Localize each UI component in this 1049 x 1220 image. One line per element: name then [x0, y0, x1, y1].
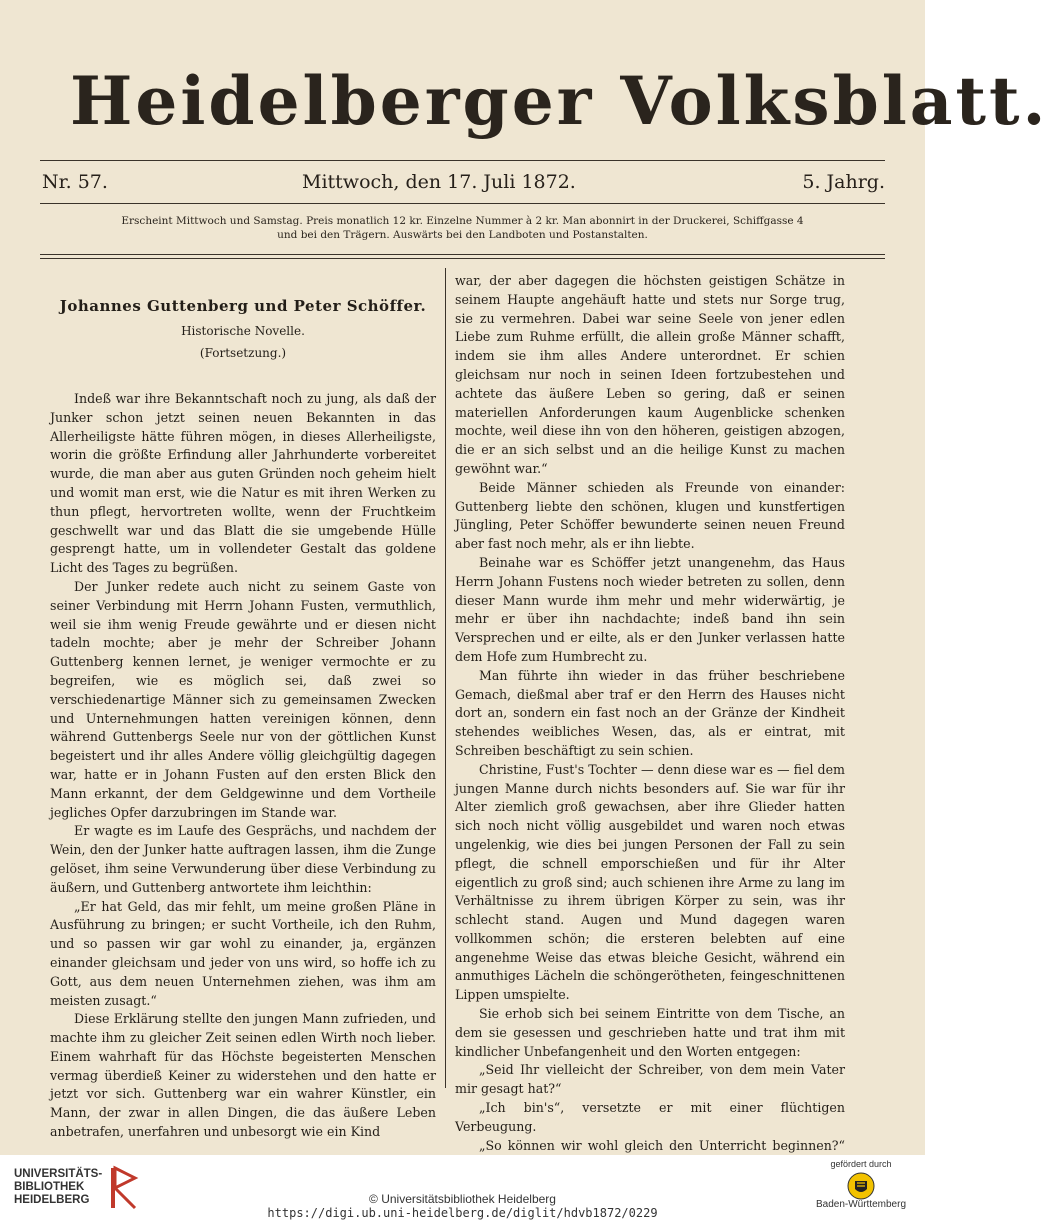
state-seal-icon — [847, 1172, 875, 1200]
paragraph: „So können wir wohl gleich den Unterricht beginnen?“ — [479, 1137, 845, 1153]
paragraph: Indeß war ihre Bekanntschaft noch zu jung, als daß der Junker schon jetzt seinen neuen Bekannten in das Allerheiligste hätte führen mögen, in dieses Allerheiligste, worin die größte Erfindung aller Jahrhunderte vorbereitet wurde, die man aber aus guten Gründen noch geheim hielt und womit man erst, wie die Natur es mit ihren Werken zu thun pflegt, hervortreten wollte, wenn der Fruchtkeim geschwellt war und das Blatt die sie umgebende Hülle gesprengt hatte, um in vollendeter Gestalt das goldene Licht des Tages zu begrüßen. — [50, 391, 436, 576]
article-column-2 — [455, 272, 845, 1193]
paragraph: war, der aber dagegen die höchsten geistigen Schätze in seinem Haupte angehäuft hatte und stets nur Sorge trug, sie zu vermehren. Dabei war seine Seele von jener edlen Liebe zum Ruhme erfüllt, die allein große Männer schafft, indem sie ihm alles Andere unterordnet. Er schien gleichsam nur noch in seinen Ideen fortzubestehen und achtete das äußere Leben so gering, daß er seinen materiellen Anforderungen kaum Augenblicke schenken mochte, weil diese ihn von den höheren, geistigen abzogen, die er an sich selbst und an die heilige Kunst zu machen gewöhnt war.“ — [455, 273, 845, 476]
copyright-notice: © Universitätsbibliothek Heidelberg — [369, 1192, 556, 1206]
viewer-footer — [0, 1155, 925, 1220]
article-subtitle: Historische Novelle. — [181, 324, 305, 338]
library-logo-text: UNIVERSITÄTS- BIBLIOTHEK HEIDELBERG — [14, 1168, 103, 1206]
paragraph: Man führte ihn wieder in das früher beschriebene Gemach, dießmal aber traf er den Herrn des Hauses nicht dort an, sondern ein fast noch an der Gränze der Kindheit stehendes weibliches Wesen, das, als er eintrat, mit Schreiben beschäftigt zu sein schien. — [455, 667, 845, 758]
permalink-url[interactable]: https://digi.ub.uni-heidelberg.de/diglit/hdvb1872/0229 — [267, 1206, 658, 1220]
paragraph: Diese Erklärung stellte den jungen Mann zufrieden, und machte ihm zu gleicher Zeit seinen edlen Wirth noch lieber. Einem wahrhaft für das Höchste begeisterten Menschen vermag überdieß Keiner zu widerstehen und den hatte er jetzt vor sich. Guttenberg war ein wahrer Künstler, ein Mann, der zwar in allen Dingen, die das äußere Leben anbetrafen, unerfahren und unbesorgt wie ein Kind — [50, 1011, 436, 1140]
header-rule-double — [40, 258, 885, 259]
paragraph: Er wagte es im Laufe des Gesprächs, und nachdem der Wein, den der Junker hatte auftragen lassen, ihm die Zunge gelöset, ihm seine Verwunderung über diese Verbindung zu äußern, und Guttenberg antwortete ihm leichthin: — [50, 823, 436, 895]
column-divider — [445, 268, 446, 1088]
paragraph: „Seid Ihr vielleicht der Schreiber, von dem mein Vater mir gesagt hat?“ — [455, 1062, 845, 1097]
subscription-line-2: und bei den Trägern. Auswärts bei den Landboten und Postanstalten. — [277, 229, 648, 241]
issue-rule — [40, 203, 885, 204]
newspaper-masthead: Heidelberger Volksblatt. — [70, 62, 1049, 140]
article-continuation: (Fortsetzung.) — [199, 346, 287, 360]
article-title: Johannes Guttenberg und Peter Schöffer. — [59, 297, 427, 315]
masthead-rule — [40, 160, 885, 161]
paragraph: „Ich bin's“, versetzte er mit einer flüchtigen Verbeugung. — [455, 1100, 845, 1134]
subscription-info — [40, 214, 885, 242]
subscription-line-1: Erscheint Mittwoch und Samstag. Preis monatlich 12 kr. Einzelne Nummer à 2 kr. Man abonnirt in der Druckerei, Schiffgasse 4 — [121, 215, 804, 227]
issue-number: Nr. 57. — [42, 171, 108, 193]
paragraph: Sie erhob sich bei seinem Eintritte von dem Tische, an dem sie gesessen und geschrieben hatte und trat ihm mit kindlicher Unbefangenheit und den Worten entgegen: — [455, 1006, 845, 1059]
sponsor-block[interactable] — [811, 1159, 911, 1210]
paragraph: „Er hat Geld, das mir fehlt, um meine großen Pläne in Ausführung zu bringen; er sucht Vortheile, ich den Ruhm, und so passen wir gar wohl zu einander, ja, ergänzen einander gleichsam und jeder von uns wird, so hoffe ich zu Gott, aus dem neuen Unternehmen ziehen, was ihm am meisten zusagt.“ — [50, 898, 436, 1008]
issue-line — [42, 171, 885, 201]
issue-year: 5. Jahrg. — [802, 171, 885, 193]
header-rule — [40, 254, 885, 255]
sponsor-label: gefördert durch — [830, 1159, 892, 1169]
paragraph: Der Junker redete auch nicht zu seinem Gaste von seiner Verbindung mit Herrn Johann Fusten, vermuthlich, weil sie ihm wenig Freude gewährte und er diesen nicht tadeln mochte; aber je mehr der Schreiber Johann Guttenberg kennen lernet, je weniger vermochte er zu begreifen, wie es möglich sei, daß zwei so verschiedenartige Männer sich zu gemeinsamen Zwecken und Unternehmungen hatten vereinigen können, denn während Guttenbergs Seele nur von der göttlichen Kunst begeistert und ihr alles Andere völlig gleichgültig dagegen war, hatte er in Johann Fusten auf den ersten Blick den Mann erkannt, der dem Geldgewinne und dem Vortheile jegliches Opfer darzubringen im Stande war. — [50, 578, 436, 820]
sponsor-name: Baden-Württemberg — [815, 1199, 907, 1210]
article-column-1 — [50, 272, 436, 1142]
paragraph: Beinahe war es Schöffer jetzt unangenehm, das Haus Herrn Johann Fustens noch wieder betreten zu sollen, denn dieser Mann wurde ihm mehr und mehr widerwärtig, je mehr er über ihn nachdachte; indeß band ihn sein Versprechen und er eilte, als er den Junker verlassen hatte dem Hofe zum Humbrecht zu. — [455, 554, 845, 664]
issue-date: Mittwoch, den 17. Juli 1872. — [302, 171, 576, 193]
paragraph: Beide Männer schieden als Freunde von einander: Guttenberg liebte den schönen, klugen und kunstfertigen Jüngling, Peter Schöffer bewunderte seinen neuen Freund aber fast noch mehr, als er ihn liebte. — [455, 479, 845, 552]
paragraph: Christine, Fust's Tochter — denn diese war es — fiel dem jungen Manne durch nichts besonders auf. Sie war für ihr Alter ziemlich groß gewachsen, aber ihre Glieder hatten sich noch nicht völlig ausgebildet und waren noch etwas ungelenkig, wie dies bei jungen Personen der Fall zu sein pflegt, die schnell emporschießen und für ihr Alter eigentlich zu groß sind; auch schienen ihre Arme zu lang im Verhältnisse zu ihrem übrigen Körper zu sein, was ihr schlecht stand. Augen und Mund dagegen waren vollkommen schön; die ersteren belebten auf eine angenehme Weise das etwas bleiche Gesicht, während ein anmuthiges Lächeln die schöngerötheten, feingeschnittenen Lippen umspielte. — [455, 761, 845, 1003]
